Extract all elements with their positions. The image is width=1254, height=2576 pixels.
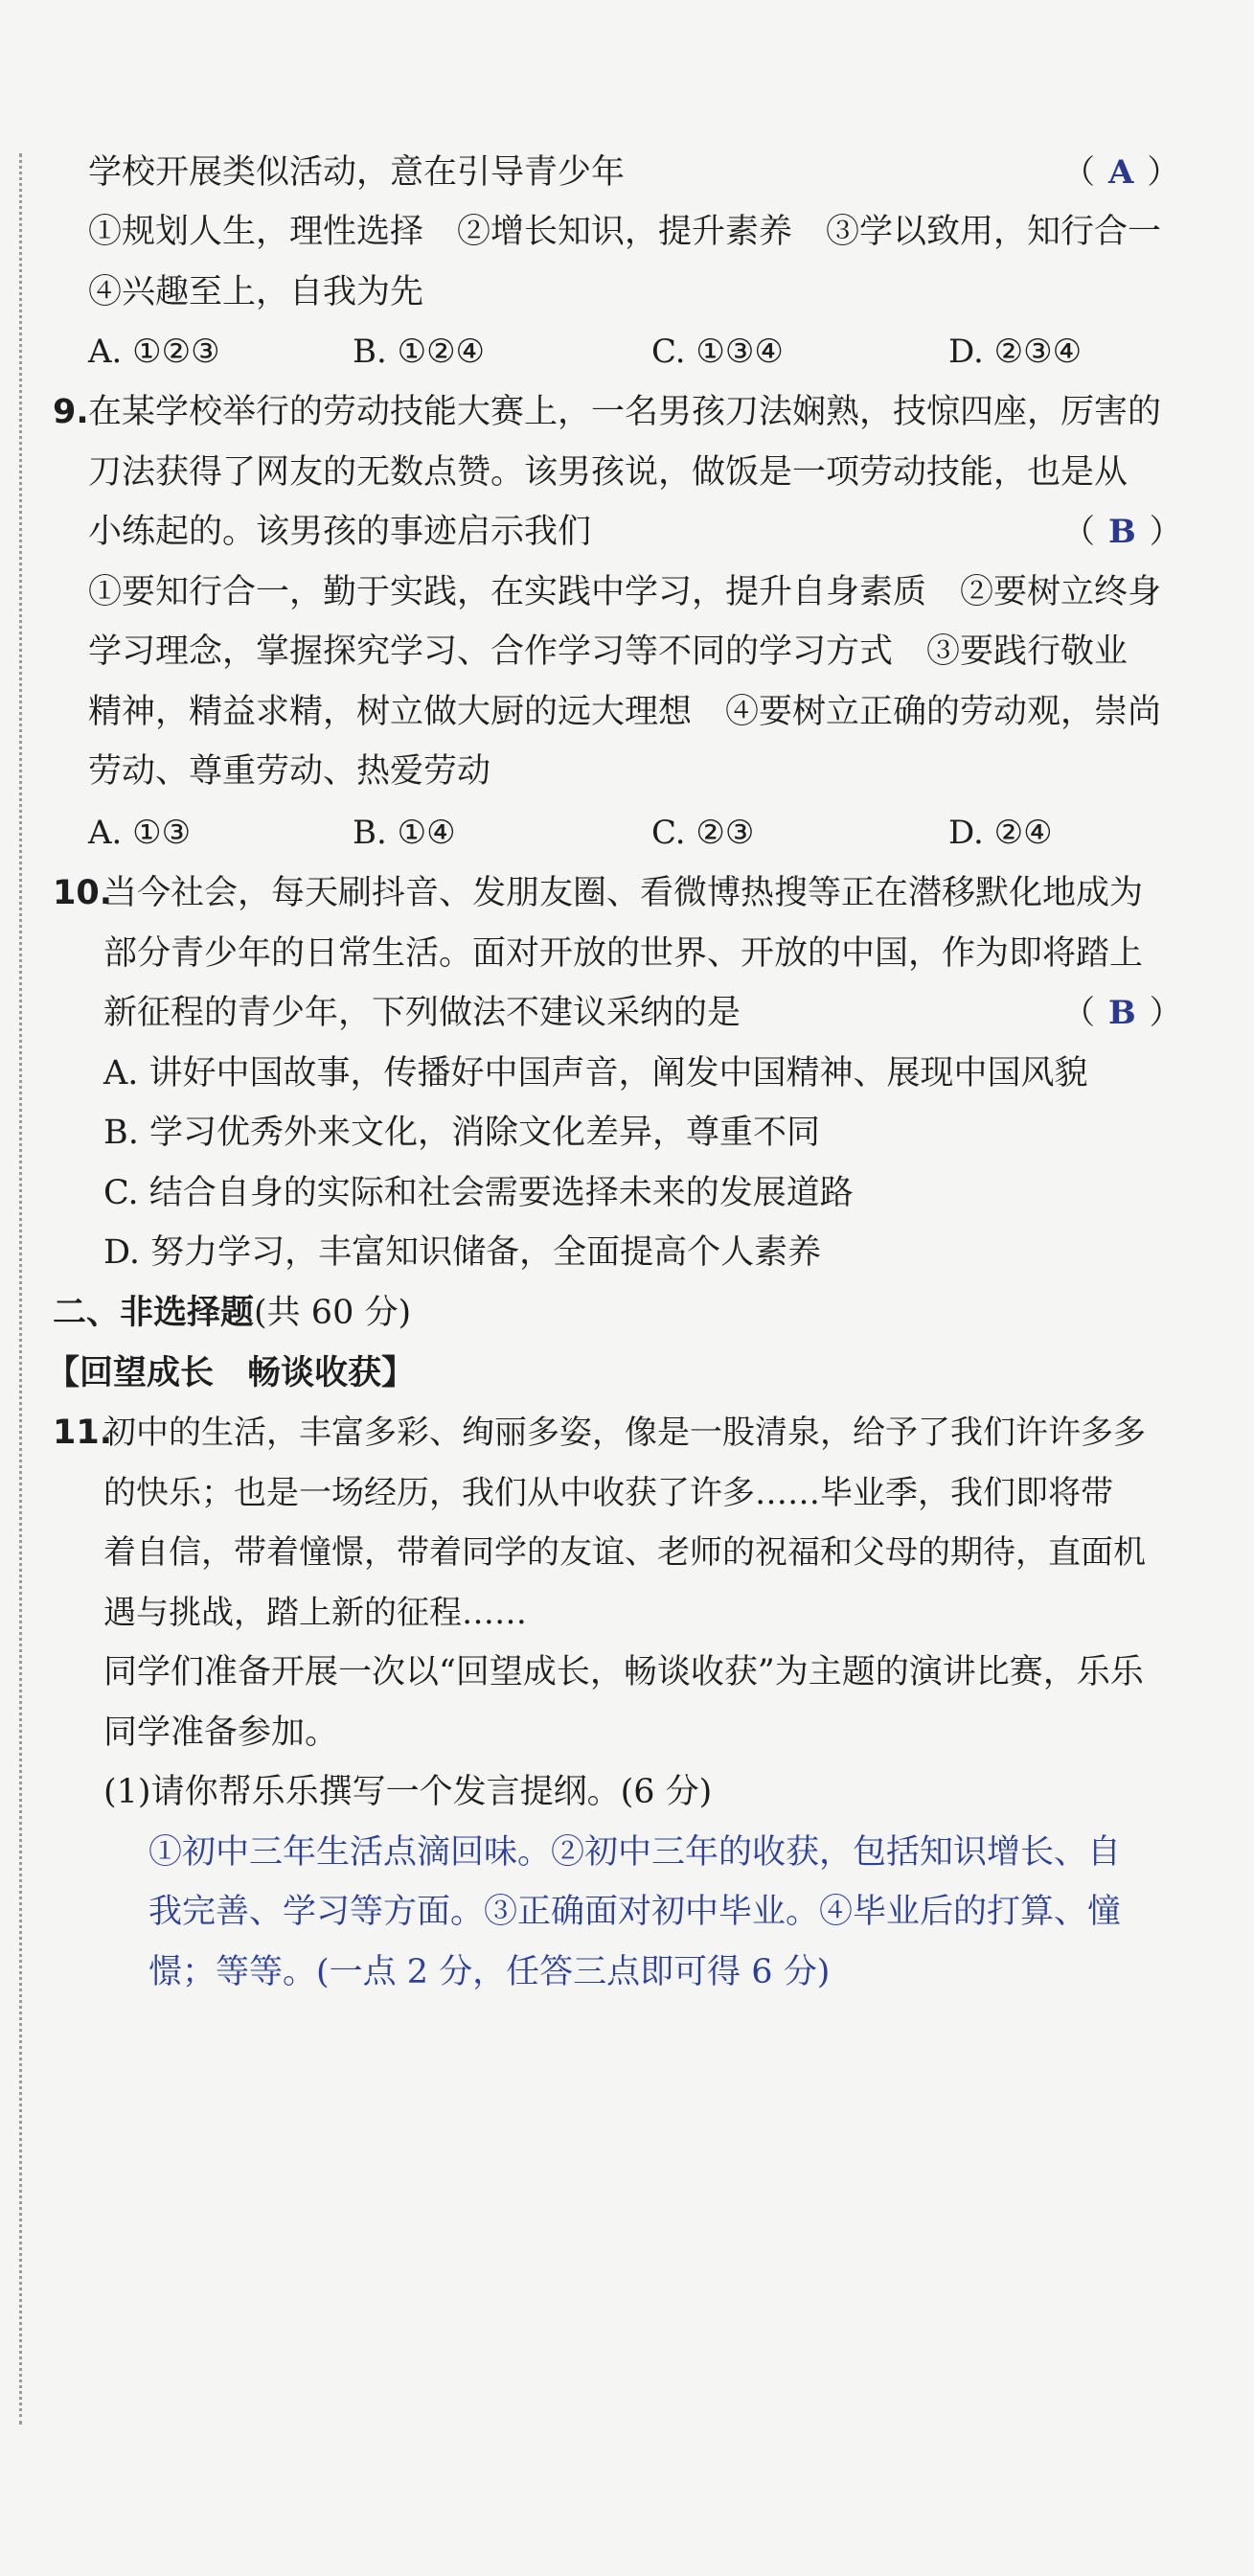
q9-answer: B	[1108, 513, 1136, 551]
q10-number-label: 10.	[53, 874, 113, 912]
q8-items-line2: ④兴趣至上，自我为先	[88, 273, 424, 311]
q11-passage-line4: 遇与挑战，踏上新的征程……	[103, 1594, 527, 1632]
q10-answer: B	[1108, 994, 1136, 1032]
q8-answer-box: （ A ）	[1062, 153, 1180, 192]
q11-number-label: 11.	[53, 1414, 113, 1452]
q9-option-a: A. ①③	[88, 814, 192, 852]
q9-stem-line2: 刀法获得了网友的无数点赞。该男孩说，做饭是一项劳动技能，也是从	[88, 453, 1129, 492]
q8-option-b: B. ①②④	[353, 333, 486, 371]
q11-task-line2: 同学准备参加。	[103, 1714, 339, 1752]
q8-option-a: A. ①②③	[88, 333, 220, 371]
q9-item-line2: 学习理念，掌握探究学习、合作学习等不同的学习方式 ③要践行敬业	[88, 632, 1129, 671]
q9-option-c: C. ②③	[651, 814, 755, 852]
q9-stem-line1: 在某学校举行的劳动技能大赛上，一名男孩刀法娴熟，技惊四座，厉害的	[88, 393, 1162, 431]
topic-heading: 【回望成长 畅谈收获】	[46, 1354, 416, 1392]
q10-option-a: A. 讲好中国故事，传播好中国声音，阐发中国精神、展现中国风貌	[103, 1054, 1088, 1092]
q9-item-line4: 劳动、尊重劳动、热爱劳动	[88, 752, 491, 791]
q9-option-d: D. ②④	[948, 814, 1053, 852]
q9-item-line1: ①要知行合一，勤于实践，在实践中学习，提升自身素质 ②要树立终身	[88, 573, 1162, 611]
q9-item-line3: 精神，精益求精，树立做大厨的远大理想 ④要树立正确的劳动观，崇尚	[88, 693, 1162, 731]
binding-margin-line	[19, 153, 22, 2425]
q10-option-d: D. 努力学习，丰富知识储备，全面提高个人素养	[103, 1233, 822, 1272]
q9-stem-line3: 小练起的。该男孩的事迹启示我们	[88, 513, 592, 551]
q10-option-c: C. 结合自身的实际和社会需要选择未来的发展道路	[103, 1174, 854, 1212]
q9-answer-box: （ B ）	[1062, 513, 1182, 551]
q8-stem-tail: 学校开展类似活动，意在引导青少年	[88, 153, 626, 192]
q11-task-line1: 同学们准备开展一次以“回望成长，畅谈收获”为主题的演讲比赛，乐乐	[103, 1653, 1144, 1691]
q11-answer-line3: 憬；等等。(一点 2 分，任答三点即可得 6 分)	[148, 1953, 831, 1991]
q11-answer-line1: ①初中三年生活点滴回味。②初中三年的收获，包括知识增长、自	[148, 1833, 1122, 1872]
q11-passage-line3: 着自信，带着憧憬，带着同学的友谊、老师的祝福和父母的期待，直面机	[103, 1533, 1146, 1572]
section2-title: 二、非选择题	[53, 1294, 255, 1332]
q8-option-c: C. ①③④	[651, 333, 784, 371]
q10-answer-box: （ B ）	[1062, 994, 1182, 1032]
q8-items-line1: ①规划人生，理性选择 ②增长知识，提升素养 ③学以致用，知行合一	[88, 213, 1162, 251]
q11-passage-line2: 的快乐；也是一场经历，我们从中收获了许多……毕业季，我们即将带	[103, 1474, 1113, 1512]
q10-option-b: B. 学习优秀外来文化，消除文化差异，尊重不同	[103, 1114, 820, 1152]
section2-heading	[53, 1292, 1254, 1334]
q8-answer: A	[1108, 153, 1134, 192]
q11-passage-line1: 初中的生活，丰富多彩、绚丽多姿，像是一股清泉，给予了我们许许多多	[103, 1414, 1146, 1452]
q10-stem-line2: 部分青少年的日常生活。面对开放的世界、开放的中国，作为即将踏上	[103, 934, 1144, 973]
q10-stem-line3: 新征程的青少年，下列做法不建议采纳的是	[103, 994, 741, 1032]
q11-sub1-prompt: (1)请你帮乐乐撰写一个发言提纲。(6 分)	[103, 1773, 713, 1811]
q9-number-label: 9.	[53, 393, 89, 431]
q10-stem-line1: 当今社会，每天刷抖音、发朋友圈、看微博热搜等正在潜移默化地成为	[103, 874, 1144, 912]
section2-score: (共 60 分)	[254, 1294, 412, 1332]
q9-option-b: B. ①④	[353, 814, 456, 852]
q11-answer-line2: 我完善、学习等方面。③正确面对初中毕业。④毕业后的打算、憧	[148, 1893, 1122, 1931]
q8-option-d: D. ②③④	[948, 333, 1083, 371]
